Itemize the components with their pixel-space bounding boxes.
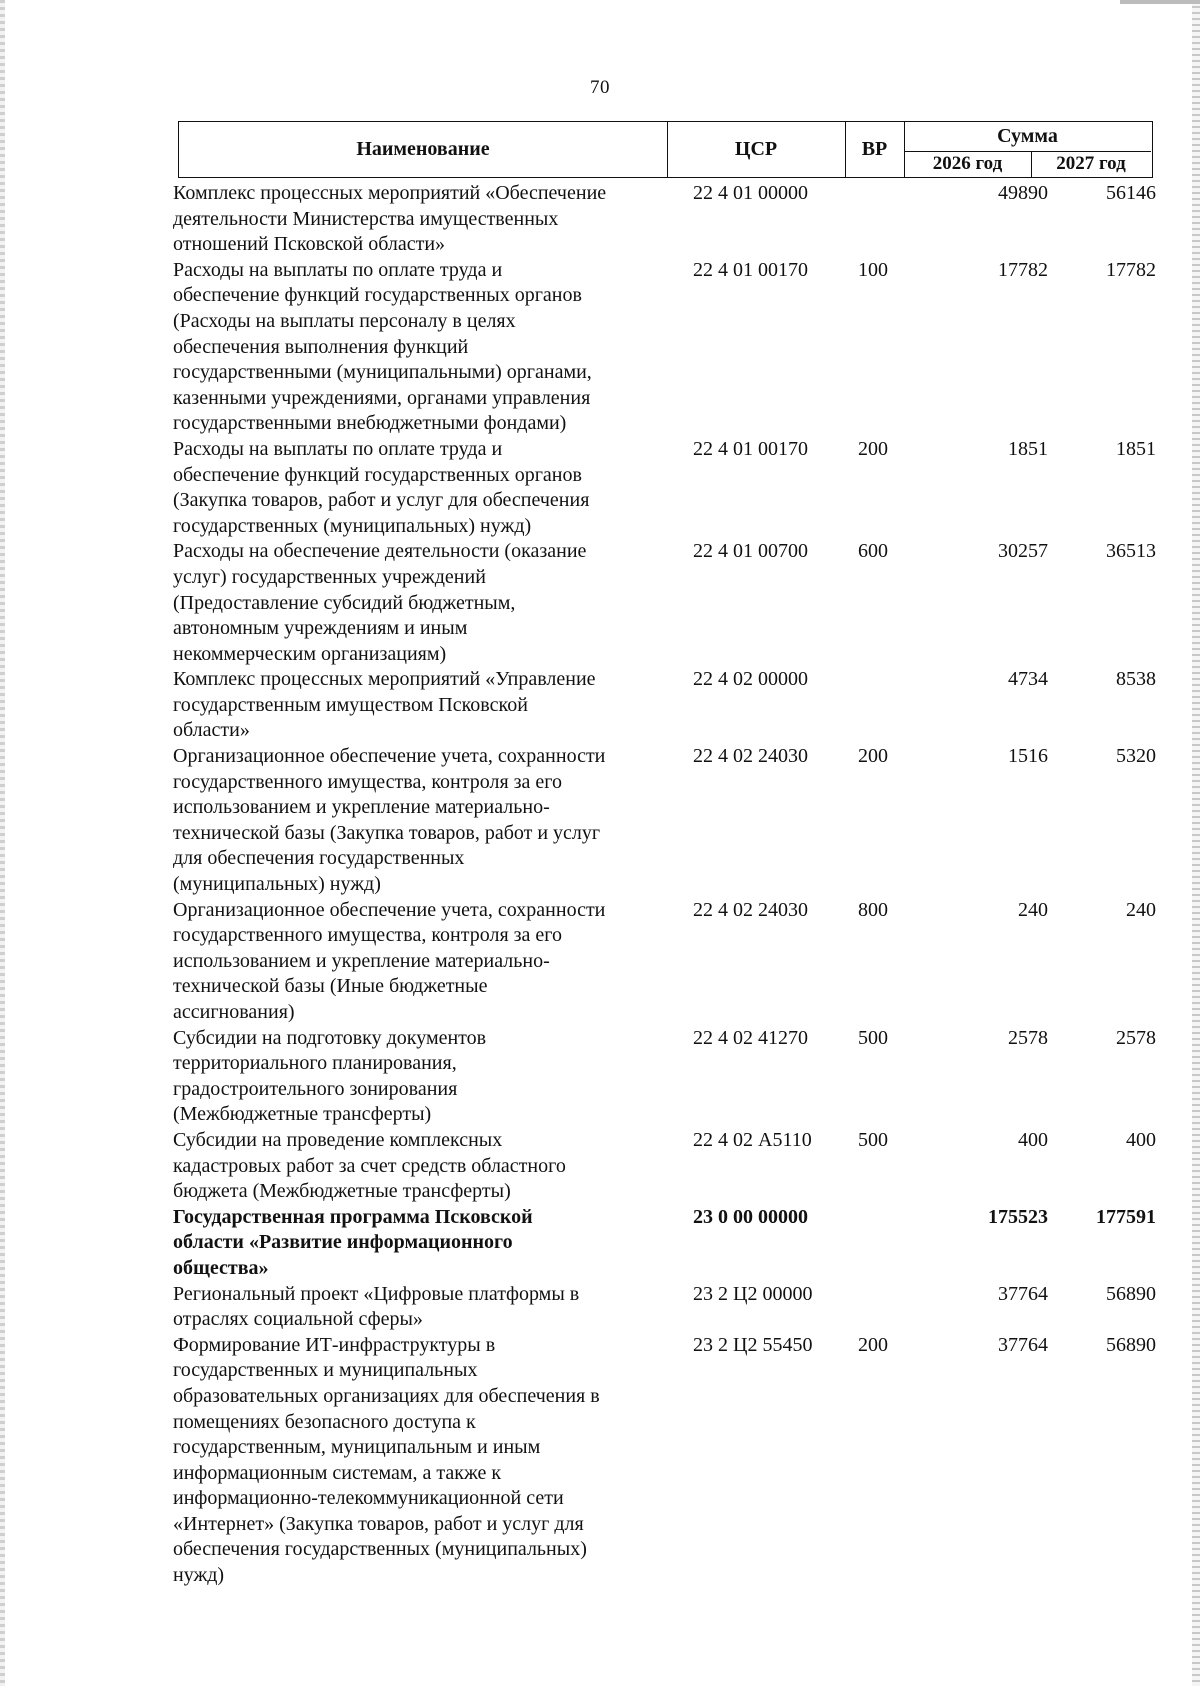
row-sum-2027: 240 [1126,898,1156,921]
header-csr: ЦСР [734,137,778,160]
row-name: Расходы на выплаты по оплате труда и обеспечение функций государственных органов (Закупка товаров, работ и услуг для обеспечения государственных (муниципальных) нужд) [173,437,590,537]
row-name: Расходы на обеспечение деятельности (оказание услуг) государственных учреждений (Предоставление субсидий бюджетным, автономным учреждениям и иным некоммерческим организациям) [173,540,587,665]
row-sum-2027: 17782 [1106,258,1156,281]
table-row [173,181,1158,258]
table-row [173,539,1158,667]
row-vr: 200 [858,745,888,768]
row-sum-2027: 1851 [1116,437,1156,460]
row-vr: 600 [858,540,888,563]
row-vr: 200 [858,437,888,460]
table-row [173,1282,1158,1333]
row-sum-2027: 36513 [1106,540,1156,563]
row-csr: 22 4 01 00170 [693,258,808,281]
row-csr: 22 4 02 41270 [693,1026,808,1049]
row-csr: 22 4 01 00000 [693,182,808,204]
table-row [173,258,1158,437]
row-sum-2026: 2578 [1008,1026,1048,1049]
row-sum-2026: 37764 [998,1333,1048,1356]
row-sum-2026: 175523 [988,1205,1048,1228]
header-vr: ВР [861,137,888,160]
table-row [173,744,1158,898]
row-sum-2026: 400 [1018,1128,1048,1151]
row-name: Региональный проект «Цифровые платформы в отраслях социальной сферы» [173,1282,580,1331]
row-sum-2027: 56890 [1106,1333,1156,1356]
row-vr: 500 [858,1128,888,1151]
row-csr: 23 0 00 00000 [693,1205,808,1228]
row-name: Субсидии на проведение комплексных кадастровых работ за счет средств областного бюджета (Межбюджетные трансферты) [173,1128,566,1203]
row-sum-2027: 56146 [1106,182,1156,204]
row-vr: 200 [858,1333,888,1356]
row-name: Комплекс процессных мероприятий «Обеспечение деятельности Министерства имущественных отношений Псковской области» [173,182,607,256]
row-sum-2026: 240 [1018,898,1048,921]
table-row [173,1128,1158,1205]
row-name: Формирование ИТ-инфраструктуры в государственных и муниципальных образовательных организациях для обеспечения в помещениях безопасного доступа к государственным, муниципальным и иным информационным системам, а также к информационно-телекоммуникационной сети «Интернет» (Закупка товаров, работ и услуг для обеспечения государственных (муниципальных) нужд) [173,1333,600,1587]
scan-edge-right [1192,0,1200,1686]
row-csr: 22 4 02 А5110 [693,1128,812,1151]
header-year-2026: 2026 год [932,152,1003,174]
row-sum-2026: 4734 [1008,668,1048,691]
row-sum-2027: 2578 [1116,1026,1156,1049]
table-row-program [173,1205,1158,1282]
row-vr: 500 [858,1026,888,1049]
table-header [178,121,1153,178]
table-row [173,667,1158,744]
row-csr: 23 2 Ц2 00000 [693,1282,813,1305]
header-name: Наименование [356,137,490,160]
row-sum-2027: 56890 [1106,1282,1156,1305]
row-csr: 22 4 01 00700 [693,540,808,563]
row-name: Организационное обеспечение учета, сохранности государственного имущества, контроля за его использованием и укрепление материально- технической базы (Закупка товаров, работ и услуг для обеспечения государственных (муниципальных) нужд) [173,745,606,896]
header-year-2027: 2027 год [1056,152,1126,174]
row-sum-2026: 49890 [998,182,1048,204]
row-csr: 23 2 Ц2 55450 [693,1333,813,1356]
row-sum-2027: 8538 [1116,668,1156,691]
page-number: 70 [590,77,610,98]
row-sum-2026: 37764 [998,1282,1048,1305]
row-vr: 800 [858,898,888,921]
row-vr: 100 [858,258,888,281]
row-sum-2026: 17782 [998,258,1048,281]
scan-corner-mark [1120,0,1200,4]
row-csr: 22 4 02 24030 [693,898,808,921]
table-row [173,898,1158,1026]
table-row [173,1333,1158,1589]
row-name: Организационное обеспечение учета, сохранности государственного имущества, контроля за его использованием и укрепление материально- технической базы (Иные бюджетные ассигнования) [173,898,606,1023]
row-sum-2027: 400 [1126,1128,1156,1151]
row-sum-2027: 177591 [1096,1205,1156,1228]
table-row [173,1026,1158,1128]
row-name: Расходы на выплаты по оплате труда и обеспечение функций государственных органов (Расходы на выплаты персоналу в целях обеспечения выполнения функций государственными (муниципальными) органами, казенными учреждениями, органами управления государственными внебюджетными фондами) [173,258,592,435]
row-sum-2027: 5320 [1116,745,1156,768]
table-body [173,181,1158,1589]
row-csr: 22 4 01 00170 [693,437,808,460]
scan-edge-left [0,0,5,1686]
header-sum: Сумма [997,125,1058,147]
row-csr: 22 4 02 00000 [693,668,808,691]
row-sum-2026: 1516 [1008,745,1048,768]
table-row [173,437,1158,539]
row-name: Государственная программа Псковской области «Развитие информационного общества» [173,1205,533,1279]
row-name: Субсидии на подготовку документов территориального планирования, градостроительного зонирования (Межбюджетные трансферты) [173,1026,487,1126]
row-name: Комплекс процессных мероприятий «Управление государственным имуществом Псковской области» [173,668,596,742]
row-sum-2026: 30257 [998,540,1048,563]
row-sum-2026: 1851 [1008,437,1048,460]
row-csr: 22 4 02 24030 [693,745,808,768]
